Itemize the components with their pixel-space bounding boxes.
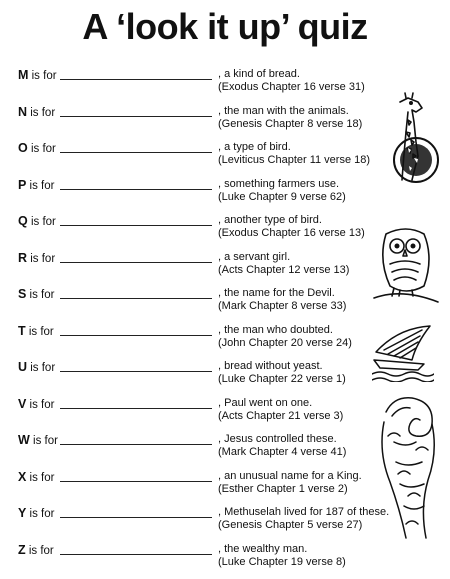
- row-letter: W: [18, 433, 30, 447]
- row-clue: [218, 543, 346, 569]
- row-letter: T: [18, 323, 26, 338]
- row-clue: [218, 324, 352, 350]
- answer-blank[interactable]: [60, 554, 212, 555]
- clue-text: , a type of bird.: [218, 141, 291, 153]
- answer-blank[interactable]: [60, 79, 212, 80]
- quiz-row: [0, 543, 450, 579]
- row-letter: Z: [18, 542, 26, 557]
- bible-reference: (Mark Chapter 4 verse 41): [218, 446, 347, 458]
- answer-blank[interactable]: [60, 481, 212, 482]
- page-title: A ‘look it up’ quiz: [82, 6, 368, 47]
- is-for-label: is for: [30, 106, 56, 119]
- clue-text: , a kind of bread.: [218, 68, 300, 80]
- clue-text: , the man who doubted.: [218, 323, 333, 336]
- row-clue: [218, 470, 362, 496]
- clue-text: , something farmers use.: [218, 177, 340, 190]
- is-for-label: is for: [29, 179, 55, 192]
- answer-blank[interactable]: [60, 371, 212, 372]
- row-letter: S: [18, 287, 27, 301]
- answer-blank[interactable]: [60, 116, 212, 117]
- bible-reference: (Esther Chapter 1 verse 2): [218, 482, 348, 495]
- row-letter: O: [18, 141, 28, 155]
- is-for-label: is for: [30, 216, 56, 228]
- answer-blank[interactable]: [60, 517, 212, 518]
- row-prefix: [18, 397, 54, 412]
- is-for-label: is for: [30, 143, 56, 155]
- answer-blank[interactable]: [60, 298, 212, 299]
- row-clue: [218, 105, 362, 131]
- row-prefix: [18, 470, 54, 485]
- owl-icon: [372, 224, 440, 308]
- is-for-label: is for: [33, 435, 58, 447]
- is-for-label: is for: [28, 544, 54, 557]
- answer-blank[interactable]: [60, 152, 212, 153]
- row-prefix: [18, 324, 54, 339]
- is-for-label: is for: [30, 252, 56, 265]
- row-clue: [218, 433, 346, 459]
- row-letter: Q: [18, 214, 28, 228]
- row-letter: N: [18, 104, 28, 119]
- row-prefix: [18, 251, 55, 266]
- bible-reference: (Exodus Chapter 16 verse 31): [218, 81, 365, 93]
- row-clue: [218, 214, 365, 240]
- is-for-label: is for: [28, 325, 54, 338]
- answer-blank[interactable]: [60, 444, 212, 445]
- row-letter: V: [18, 396, 27, 411]
- clue-text: , the man with the animals.: [218, 104, 349, 117]
- is-for-label: is for: [29, 508, 55, 520]
- row-prefix: [18, 360, 55, 375]
- row-clue: [218, 360, 346, 386]
- row-prefix: [18, 105, 55, 120]
- bible-reference: (Luke Chapter 19 verse 8): [218, 555, 346, 568]
- row-prefix: [18, 287, 54, 302]
- clue-text: , Jesus controlled these.: [218, 433, 337, 445]
- row-prefix: [18, 214, 56, 229]
- row-clue: [218, 506, 389, 532]
- clue-text: , a servant girl.: [218, 250, 291, 263]
- row-letter: R: [18, 250, 28, 265]
- row-clue: [218, 141, 370, 167]
- row-clue: [218, 178, 346, 204]
- row-clue: [218, 251, 349, 277]
- row-clue: [218, 68, 365, 94]
- giraffe-icon: [378, 92, 440, 188]
- clue-text: , the name for the Devil.: [218, 287, 335, 299]
- storm-wave-icon: [376, 392, 442, 542]
- row-clue: [218, 397, 343, 423]
- is-for-label: is for: [31, 70, 57, 82]
- bible-reference: (Genesis Chapter 8 verse 18): [218, 117, 363, 130]
- answer-blank[interactable]: [60, 408, 212, 409]
- answer-blank[interactable]: [60, 189, 212, 190]
- clue-text: , another type of bird.: [218, 214, 322, 226]
- row-prefix: [18, 178, 54, 193]
- row-letter: Y: [18, 506, 27, 520]
- is-for-label: is for: [29, 398, 55, 411]
- answer-blank[interactable]: [60, 262, 212, 263]
- bible-reference: (Luke Chapter 9 verse 62): [218, 190, 346, 203]
- bible-reference: (Leviticus Chapter 11 verse 18): [218, 154, 371, 166]
- bible-reference: (Exodus Chapter 16 verse 13): [218, 227, 365, 239]
- row-prefix: [18, 433, 58, 448]
- clue-text: , bread without yeast.: [218, 360, 323, 372]
- clue-text: , the wealthy man.: [218, 542, 308, 555]
- is-for-label: is for: [29, 289, 55, 301]
- bible-reference: (Mark Chapter 8 verse 33): [218, 300, 347, 312]
- row-letter: U: [18, 360, 28, 374]
- answer-blank[interactable]: [60, 335, 212, 336]
- is-for-label: is for: [30, 362, 56, 374]
- bible-reference: (John Chapter 20 verse 24): [218, 336, 352, 349]
- row-prefix: [18, 141, 56, 156]
- row-prefix: [18, 543, 54, 558]
- clue-text: , an unusual name for a King.: [218, 469, 362, 482]
- row-letter: X: [18, 469, 27, 484]
- is-for-label: is for: [29, 471, 55, 484]
- row-prefix: [18, 506, 54, 521]
- clue-text: , Methuselah lived for 187 of these.: [218, 506, 390, 518]
- clue-text: , Paul went on one.: [218, 396, 313, 409]
- row-prefix: [18, 68, 57, 83]
- row-letter: M: [18, 68, 29, 82]
- sailing-ship-icon: [372, 322, 434, 382]
- row-letter: P: [18, 177, 27, 192]
- bible-reference: (Luke Chapter 22 verse 1): [218, 373, 346, 385]
- bible-reference: (Genesis Chapter 5 verse 27): [218, 519, 363, 531]
- answer-blank[interactable]: [60, 225, 212, 226]
- bible-reference: (Acts Chapter 21 verse 3): [218, 409, 344, 422]
- bible-reference: (Acts Chapter 12 verse 13): [218, 263, 350, 276]
- row-clue: [218, 287, 346, 313]
